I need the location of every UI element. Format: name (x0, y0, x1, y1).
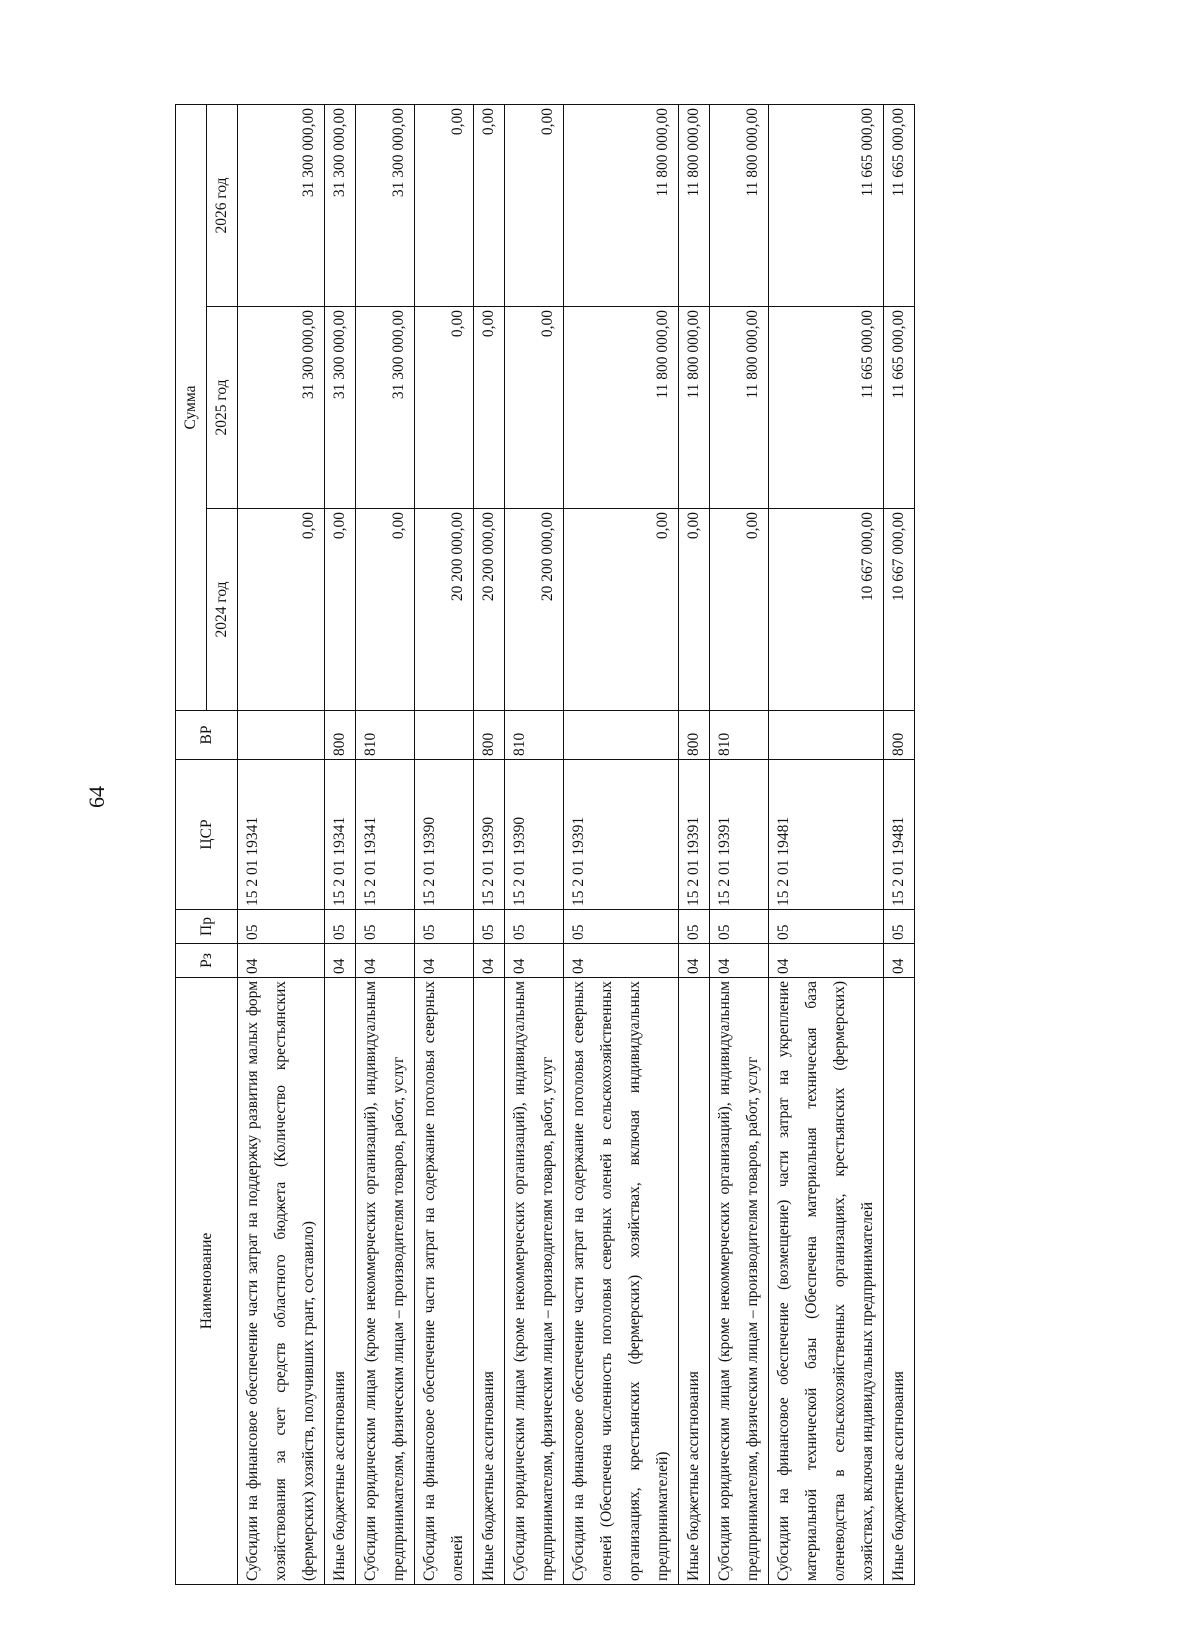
row-amount-2025: 11 665 000,00 (769, 307, 884, 509)
row-amount-2026: 31 300 000,00 (356, 104, 415, 306)
table-row (415, 104, 474, 1584)
row-csr: 15 2 01 19391 (710, 760, 769, 910)
row-amount-2024: 0,00 (238, 509, 325, 711)
row-rz: 04 (710, 944, 769, 978)
row-amount-2025: 31 300 000,00 (325, 307, 356, 509)
table-row (679, 104, 710, 1584)
row-pr: 05 (356, 910, 415, 944)
page-number: 64 (84, 786, 109, 808)
header-sum: Сумма (176, 104, 207, 710)
row-vr: 800 (325, 711, 356, 760)
row-name: Иные бюджетные ассигнования (325, 978, 356, 1585)
budget-table (175, 104, 915, 1585)
row-rz: 04 (474, 944, 505, 978)
table-header (176, 104, 238, 1584)
row-rz: 04 (769, 944, 884, 978)
row-csr: 15 2 01 19341 (356, 760, 415, 910)
row-vr: 800 (884, 711, 915, 760)
row-amount-2025: 0,00 (505, 307, 564, 509)
row-rz: 04 (238, 944, 325, 978)
row-amount-2025: 31 300 000,00 (238, 307, 325, 509)
row-csr: 15 2 01 19390 (415, 760, 474, 910)
row-name: Субсидии юридическим лицам (кроме некоммерческих организаций), индивидуальным предпринимателям, физическим лицам – производителям товаров, работ, услуг (710, 978, 769, 1585)
row-vr (238, 711, 325, 760)
row-csr: 15 2 01 19391 (679, 760, 710, 910)
row-pr: 05 (415, 910, 474, 944)
row-amount-2025: 31 300 000,00 (356, 307, 415, 509)
table-row (238, 104, 325, 1584)
row-pr: 05 (884, 910, 915, 944)
table-row (505, 104, 564, 1584)
header-pr: Пр (176, 910, 238, 944)
row-amount-2025: 0,00 (474, 307, 505, 509)
table-row (325, 104, 356, 1584)
row-vr (769, 711, 884, 760)
row-amount-2024: 0,00 (325, 509, 356, 711)
row-name: Субсидии на финансовое обеспечение части затрат на поддержку развития малых форм хозяйствования за счет средств областного бюджета (Количество крестьянских (фермерских) хозяйств, получивших грант, составило) (238, 978, 325, 1585)
row-vr: 810 (356, 711, 415, 760)
header-rz: Рз (176, 944, 238, 978)
header-2024: 2024 год (207, 509, 238, 711)
header-2026: 2026 год (207, 104, 238, 306)
table-row (769, 104, 884, 1584)
row-amount-2024: 0,00 (679, 509, 710, 711)
row-pr: 05 (474, 910, 505, 944)
row-csr: 15 2 01 19391 (564, 760, 679, 910)
row-rz: 04 (884, 944, 915, 978)
row-name: Субсидии юридическим лицам (кроме некоммерческих организаций), индивидуальным предпринимателям, физическим лицам – производителям товаров, работ, услуг (505, 978, 564, 1585)
row-amount-2026: 31 300 000,00 (238, 104, 325, 306)
row-csr: 15 2 01 19390 (474, 760, 505, 910)
row-pr: 05 (564, 910, 679, 944)
table-body (238, 104, 915, 1584)
row-amount-2026: 11 800 000,00 (710, 104, 769, 306)
row-amount-2024: 20 200 000,00 (505, 509, 564, 711)
row-amount-2026: 31 300 000,00 (325, 104, 356, 306)
row-amount-2026: 11 800 000,00 (564, 104, 679, 306)
row-name: Иные бюджетные ассигнования (679, 978, 710, 1585)
row-amount-2026: 11 800 000,00 (679, 104, 710, 306)
row-amount-2024: 0,00 (564, 509, 679, 711)
table-row (710, 104, 769, 1584)
row-rz: 04 (505, 944, 564, 978)
row-amount-2024: 20 200 000,00 (474, 509, 505, 711)
table-row (884, 104, 915, 1584)
row-pr: 05 (769, 910, 884, 944)
row-name: Субсидии на финансовое обеспечение части затрат на содержание поголовья северных оленей (Обеспечена численность поголовья северных оленей в сельскохозяйственных организациях, крестьянских (фермерских) хозяйствах, включая индивидуальных предпринимателей) (564, 978, 679, 1585)
header-csr: ЦСР (176, 760, 238, 910)
row-rz: 04 (564, 944, 679, 978)
row-name: Иные бюджетные ассигнования (474, 978, 505, 1585)
row-csr: 15 2 01 19481 (769, 760, 884, 910)
row-rz: 04 (415, 944, 474, 978)
row-vr: 800 (679, 711, 710, 760)
row-pr: 05 (238, 910, 325, 944)
row-vr: 800 (474, 711, 505, 760)
header-vr: ВР (176, 711, 238, 760)
row-amount-2025: 0,00 (415, 307, 474, 509)
row-rz: 04 (356, 944, 415, 978)
row-rz: 04 (679, 944, 710, 978)
row-amount-2026: 0,00 (505, 104, 564, 306)
row-name: Субсидии на финансовое обеспечение части затрат на содержание поголовья северных оленей (415, 978, 474, 1585)
row-amount-2026: 0,00 (415, 104, 474, 306)
row-amount-2025: 11 800 000,00 (564, 307, 679, 509)
row-csr: 15 2 01 19341 (325, 760, 356, 910)
header-name: Наименование (176, 978, 238, 1585)
row-amount-2025: 11 665 000,00 (884, 307, 915, 509)
row-vr: 810 (505, 711, 564, 760)
row-amount-2025: 11 800 000,00 (679, 307, 710, 509)
row-vr: 810 (710, 711, 769, 760)
row-amount-2024: 20 200 000,00 (415, 509, 474, 711)
row-amount-2024: 10 667 000,00 (769, 509, 884, 711)
row-pr: 05 (325, 910, 356, 944)
row-pr: 05 (710, 910, 769, 944)
row-amount-2024: 10 667 000,00 (884, 509, 915, 711)
row-name: Иные бюджетные ассигнования (884, 978, 915, 1585)
row-amount-2026: 11 665 000,00 (884, 104, 915, 306)
row-pr: 05 (679, 910, 710, 944)
row-amount-2026: 11 665 000,00 (769, 104, 884, 306)
row-csr: 15 2 01 19481 (884, 760, 915, 910)
rotated-budget-table-wrapper (175, 105, 915, 1585)
header-2025: 2025 год (207, 307, 238, 509)
table-row (356, 104, 415, 1584)
row-csr: 15 2 01 19390 (505, 760, 564, 910)
row-amount-2025: 11 800 000,00 (710, 307, 769, 509)
row-vr (564, 711, 679, 760)
row-csr: 15 2 01 19341 (238, 760, 325, 910)
row-pr: 05 (505, 910, 564, 944)
row-vr (415, 711, 474, 760)
row-name: Субсидии юридическим лицам (кроме некоммерческих организаций), индивидуальным предпринимателям, физическим лицам – производителям товаров, работ, услуг (356, 978, 415, 1585)
row-amount-2026: 0,00 (474, 104, 505, 306)
row-amount-2024: 0,00 (710, 509, 769, 711)
row-name: Субсидии на финансовое обеспечение (возмещение) части затрат на укрепление материальной технической базы (Обеспечена материальная техническая база оленеводства в сельскохозяйственных организациях, крестьянских (фермерских) хозяйствах, включая индивидуальных предпринимателей (769, 978, 884, 1585)
row-rz: 04 (325, 944, 356, 978)
table-row (564, 104, 679, 1584)
table-row (474, 104, 505, 1584)
row-amount-2024: 0,00 (356, 509, 415, 711)
